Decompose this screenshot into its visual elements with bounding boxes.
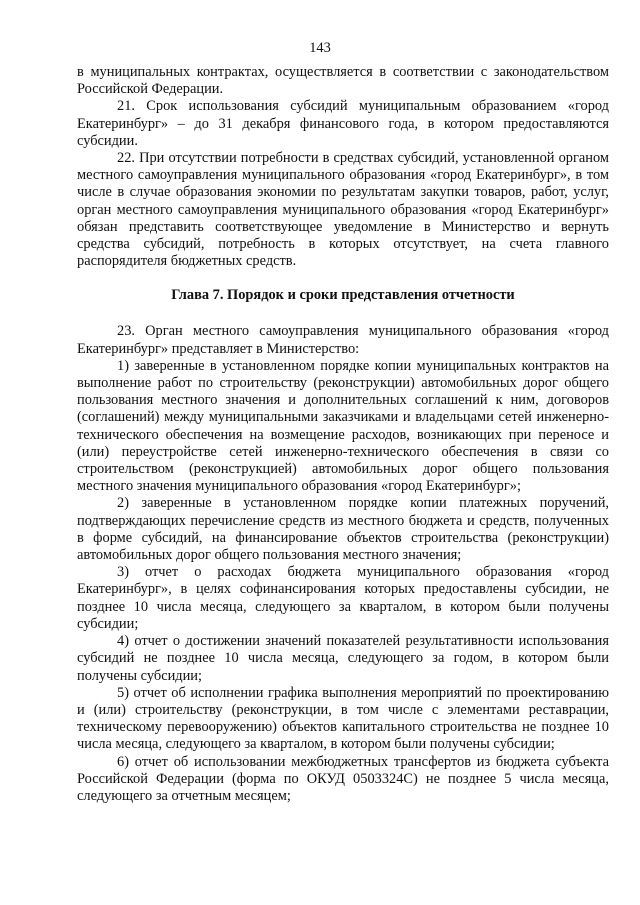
page-body bbox=[77, 64, 609, 805]
list-item-4: 4) отчет о достижении значений показателей результативности использования субсидий не позднее 10 числа месяца, следующего за годом, в котором были получены субсидии; bbox=[77, 633, 609, 684]
list-item-3: 3) отчет о расходах бюджета муниципального образования «город Екатеринбург», в целях софинансирования которых предоставлены субсидии, не позднее 10 числа месяца, следующего за кварталом, в котором были получены субсидии; bbox=[77, 564, 609, 632]
list-item-2: 2) заверенные в установленном порядке копии платежных поручений, подтверждающих перечисление средств из местного бюджета и средств, полученных в форме субсидий, на финансирование объектов строительства (реконструкции) автомобильных дорог общего пользования местного значения; bbox=[77, 495, 609, 564]
paragraph-22: 22. При отсутствии потребности в средствах субсидий, установленной органом местного самоуправления муниципального образования «город Екатеринбург», в том числе в случае образования экономии по результатам закупки товаров, работ, услуг, орган местного самоуправления муниципального образования «город Екатеринбург» обязан представить соответствующее уведомление в Министерство и вернуть средства субсидий, потребность в которых отсутствует, на счета главного распорядителя бюджетных средств. bbox=[77, 150, 609, 270]
paragraph-23: 23. Орган местного самоуправления муниципального образования «город Екатеринбург» представляет в Министерство: bbox=[77, 323, 609, 357]
chapter-heading: Глава 7. Порядок и сроки представления отчетности bbox=[171, 287, 515, 304]
paragraph-21: 21. Срок использования субсидий муниципальным образованием «город Екатеринбург» – до 31 декабря финансового года, в котором предоставляются субсидии. bbox=[77, 98, 609, 149]
list-item-1: 1) заверенные в установленном порядке копии муниципальных контрактов на выполнение работ по строительству (реконструкции) автомобильных дорог общего пользования местного значения и дополнительных соглашений к ним, договоров (соглашений) между муниципальными заказчиками и владельцами сетей инженерно-технического обеспечения на возмещение расходов, возникающих при переносе и (или) переустройстве сетей инженерно-технического обеспечения в связи со строительством (реконструкцией) автомобильных дорог общего пользования местного значения муниципального образования «город Екатеринбург»; bbox=[77, 357, 609, 495]
list-item-6: 6) отчет об использовании межбюджетных трансфертов из бюджета субъекта Российской Федерации (форма по ОКУД 0503324С) не позднее 5 числа месяца, следующего за отчетным месяцем; bbox=[77, 753, 609, 804]
page-number: 143 bbox=[309, 40, 331, 56]
list-item-5: 5) отчет об исполнении графика выполнения мероприятий по проектированию и (или) строительству (реконструкции, в том числе с элементами реставрации, техническому перевооружению) объектов капитального строительства не позднее 10 числа месяца, следующего за кварталом, в котором были получены субсидии; bbox=[77, 684, 609, 753]
paragraph: в муниципальных контрактах, осуществляется в соответствии с законодательством Российской Федерации. bbox=[77, 64, 609, 98]
